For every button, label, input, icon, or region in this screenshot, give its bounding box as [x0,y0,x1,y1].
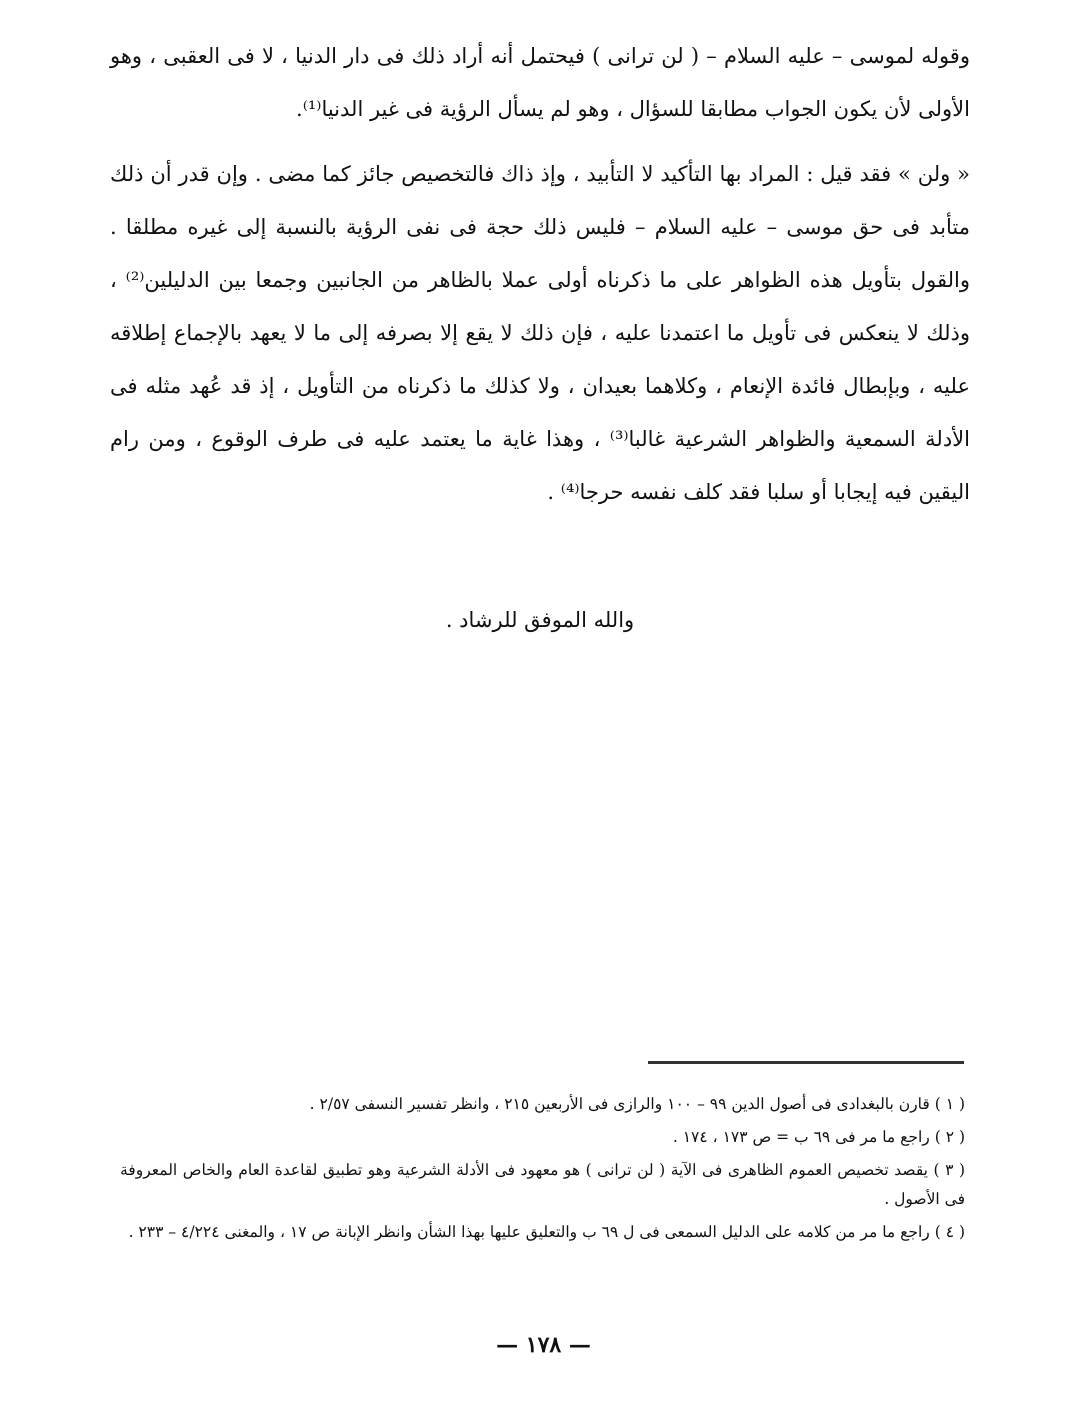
page-number: — ١٧٨ — [496,1332,591,1358]
footnote-4: ( ٤ ) راجع ما مر من كلامه على الدليل السمعى فى ل ٦٩ ب والتعليق عليها بهذا الشأن وانظر الإبانة ص ١٧ ، والمغنى ٤/٢٢٤ – ٢٣٣ . [128,1223,965,1241]
footnote-2: ( ٢ ) راجع ما مر فى ٦٩ ب = ص ١٧٣ ، ١٧٤ . [672,1128,965,1146]
paragraph-1: وقوله لموسى – عليه السلام – ( لن ترانى ) فيحتمل أنه أراد ذلك فى دار الدنيا ، لا فى العقبى ، وهو الأولى لأن يكون الجواب مطابقا للسؤال ، وهو لم يسأل الرؤية فى غير الدنيا⁽¹⁾. [110,44,970,121]
closing-line: والله الموفق للرشاد . [445,608,635,632]
footnote-divider [648,1061,964,1064]
footnotes-block [120,1090,965,1251]
footnote-3: ( ٣ ) يقصد تخصيص العموم الظاهرى فى الآية ( لن ترانى ) هو معهود فى الأدلة الشرعية وهو تطبيق لقاعدة العام والخاص المعروفة فى الأصول . [120,1161,965,1208]
footnote-1: ( ١ ) قارن بالبغدادى فى أصول الدين ٩٩ – ١٠٠ والرازى فى الأربعين ٢١٥ ، وانظر تفسير النسفى ٢/٥٧ . [309,1095,965,1113]
main-text-block [110,30,970,519]
paragraph-2: « ولن » فقد قيل : المراد بها التأكيد لا التأبيد ، وإذ ذاك فالتخصيص جائز كما مضى . وإن قدر أن ذلك متأبد فى حق موسى – عليه السلام – فليس ذلك حجة فى نفى الرؤية بالنسبة إلى غيره مطلقا . والقول بتأويل هذه الظواهر على ما ذكرناه أولى عملا بالظاهر من الجانبين وجمعا بين الدليلين⁽²⁾ ، وذلك لا ينعكس فى تأويل ما اعتمدنا عليه ، فإن ذلك لا يقع إلا بصرفه إلى ما لا يعهد بالإجماع إطلاقه عليه ، وبإبطال فائدة الإنعام ، وكلاهما بعيدان ، ولا كذلك ما ذكرناه من التأويل ، إذ قد عُهد مثله فى الأدلة السمعية والظواهر الشرعية غالبا⁽³⁾ ، وهذا غاية ما يعتمد عليه فى طرف الوقوع ، ومن رام اليقين فيه إيجابا أو سلبا فقد كلف نفسه حرجا⁽⁴⁾ . [110,162,970,504]
